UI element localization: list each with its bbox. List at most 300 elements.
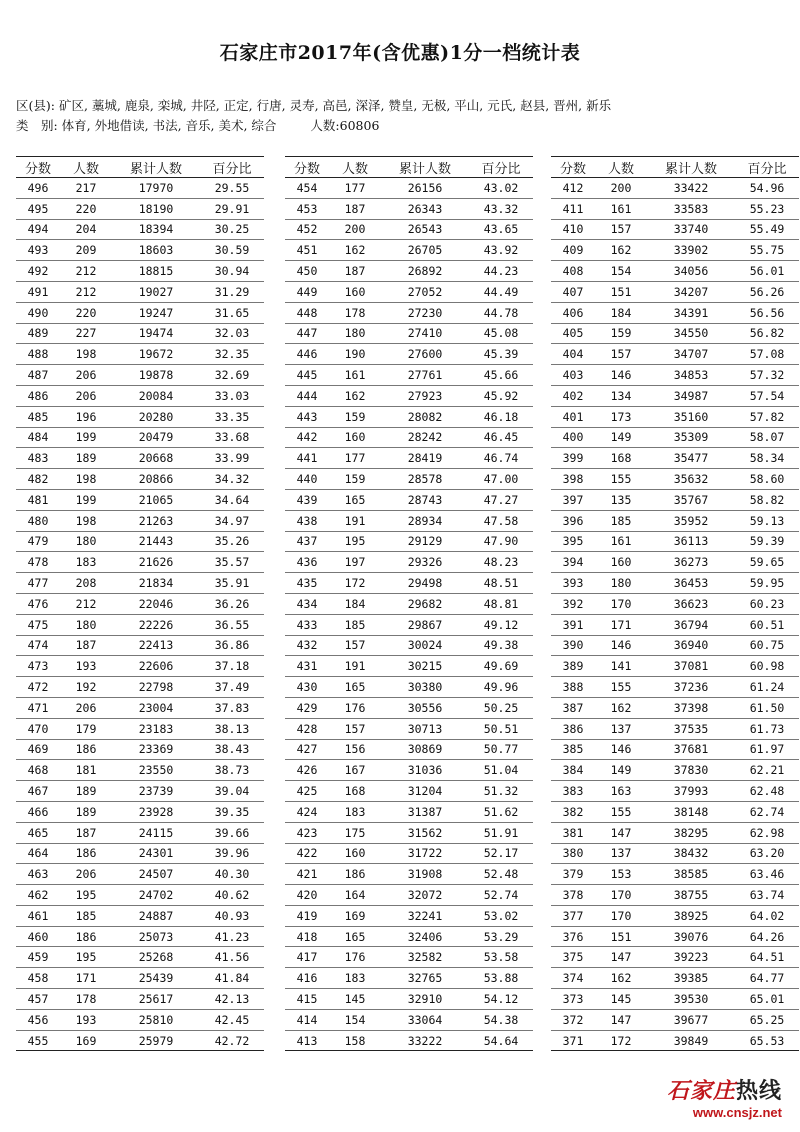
cell-score: 393 bbox=[551, 573, 595, 594]
cell-cumulative: 39530 bbox=[647, 989, 735, 1010]
cell-cumulative: 26343 bbox=[381, 198, 469, 219]
cell-percent: 55.49 bbox=[735, 219, 799, 240]
cell-count: 183 bbox=[329, 968, 381, 989]
cell-count: 184 bbox=[329, 593, 381, 614]
cell-count: 198 bbox=[60, 344, 112, 365]
cell-score: 468 bbox=[16, 760, 60, 781]
cell-count: 186 bbox=[60, 739, 112, 760]
cell-percent: 64.51 bbox=[735, 947, 799, 968]
table-row bbox=[16, 406, 264, 427]
cell-percent: 57.54 bbox=[735, 385, 799, 406]
cell-count: 161 bbox=[329, 365, 381, 386]
cell-cumulative: 36273 bbox=[647, 552, 735, 573]
cell-percent: 64.26 bbox=[735, 926, 799, 947]
cell-percent: 41.84 bbox=[200, 968, 264, 989]
cell-percent: 37.49 bbox=[200, 677, 264, 698]
cell-percent: 54.96 bbox=[735, 178, 799, 199]
cell-count: 167 bbox=[329, 760, 381, 781]
cell-percent: 61.97 bbox=[735, 739, 799, 760]
cell-cumulative: 32072 bbox=[381, 885, 469, 906]
cell-percent: 34.32 bbox=[200, 469, 264, 490]
cell-percent: 47.27 bbox=[469, 489, 533, 510]
cell-count: 146 bbox=[595, 635, 647, 656]
cell-percent: 59.65 bbox=[735, 552, 799, 573]
table-row bbox=[16, 510, 264, 531]
cell-score: 469 bbox=[16, 739, 60, 760]
cell-cumulative: 33740 bbox=[647, 219, 735, 240]
cell-cumulative: 30869 bbox=[381, 739, 469, 760]
cell-score: 417 bbox=[285, 947, 329, 968]
cell-score: 400 bbox=[551, 427, 595, 448]
cell-cumulative: 34056 bbox=[647, 261, 735, 282]
page-title: 石家庄市2017年(含优惠)1分一档统计表 bbox=[219, 42, 581, 64]
table-row bbox=[551, 677, 799, 698]
cell-percent: 44.23 bbox=[469, 261, 533, 282]
cell-percent: 65.01 bbox=[735, 989, 799, 1010]
cell-score: 412 bbox=[551, 178, 595, 199]
cell-percent: 39.35 bbox=[200, 801, 264, 822]
table-row bbox=[551, 552, 799, 573]
cell-cumulative: 38585 bbox=[647, 864, 735, 885]
cell-percent: 60.51 bbox=[735, 614, 799, 635]
cell-cumulative: 36113 bbox=[647, 531, 735, 552]
cell-score: 381 bbox=[551, 822, 595, 843]
cell-cumulative: 19672 bbox=[112, 344, 200, 365]
cell-percent: 31.29 bbox=[200, 281, 264, 302]
cell-count: 199 bbox=[60, 489, 112, 510]
cell-cumulative: 27761 bbox=[381, 365, 469, 386]
cell-count: 147 bbox=[595, 947, 647, 968]
cell-cumulative: 38755 bbox=[647, 885, 735, 906]
cell-cumulative: 31908 bbox=[381, 864, 469, 885]
cell-percent: 53.58 bbox=[469, 947, 533, 968]
cell-count: 217 bbox=[60, 178, 112, 199]
cell-score: 445 bbox=[285, 365, 329, 386]
cell-cumulative: 34391 bbox=[647, 302, 735, 323]
cell-count: 181 bbox=[60, 760, 112, 781]
table-row bbox=[551, 240, 799, 261]
header-percent: 百分比 bbox=[200, 157, 264, 178]
header-percent: 百分比 bbox=[469, 157, 533, 178]
table-row bbox=[551, 448, 799, 469]
cell-cumulative: 31036 bbox=[381, 760, 469, 781]
table-row bbox=[16, 781, 264, 802]
cell-cumulative: 25810 bbox=[112, 1009, 200, 1030]
cell-score: 470 bbox=[16, 718, 60, 739]
cell-score: 382 bbox=[551, 801, 595, 822]
table-row bbox=[16, 552, 264, 573]
cell-score: 378 bbox=[551, 885, 595, 906]
watermark-url: www.cnsjz.net bbox=[692, 1105, 782, 1120]
cell-cumulative: 24115 bbox=[112, 822, 200, 843]
table-row bbox=[16, 801, 264, 822]
cell-score: 387 bbox=[551, 697, 595, 718]
cell-score: 407 bbox=[551, 281, 595, 302]
table-row bbox=[16, 219, 264, 240]
districts-line: 区(县): 矿区, 藁城, 鹿泉, 栾城, 井陉, 正定, 行唐, 灵寿, 高邑, 深泽, 赞皇, 无极, 平山, 元氏, 赵县, 晋州, 新乐 bbox=[16, 98, 612, 113]
cell-cumulative: 18190 bbox=[112, 198, 200, 219]
cell-score: 473 bbox=[16, 656, 60, 677]
cell-cumulative: 33422 bbox=[647, 178, 735, 199]
cell-cumulative: 32582 bbox=[381, 947, 469, 968]
cell-count: 141 bbox=[595, 656, 647, 677]
table-row bbox=[551, 781, 799, 802]
header-cumulative: 累计人数 bbox=[381, 157, 469, 178]
cell-cumulative: 24702 bbox=[112, 885, 200, 906]
cell-percent: 37.83 bbox=[200, 697, 264, 718]
cell-count: 195 bbox=[60, 885, 112, 906]
cell-cumulative: 22226 bbox=[112, 614, 200, 635]
cell-cumulative: 19878 bbox=[112, 365, 200, 386]
cell-score: 453 bbox=[285, 198, 329, 219]
cell-count: 187 bbox=[60, 822, 112, 843]
cell-cumulative: 38295 bbox=[647, 822, 735, 843]
cell-percent: 48.23 bbox=[469, 552, 533, 573]
cell-percent: 56.56 bbox=[735, 302, 799, 323]
score-table-col-1 bbox=[16, 156, 264, 1051]
cell-score: 480 bbox=[16, 510, 60, 531]
header-score: 分数 bbox=[285, 157, 329, 178]
cell-percent: 33.68 bbox=[200, 427, 264, 448]
cell-cumulative: 26156 bbox=[381, 178, 469, 199]
cell-score: 486 bbox=[16, 385, 60, 406]
cell-score: 424 bbox=[285, 801, 329, 822]
cell-score: 375 bbox=[551, 947, 595, 968]
cell-percent: 34.97 bbox=[200, 510, 264, 531]
cell-percent: 63.74 bbox=[735, 885, 799, 906]
table-row bbox=[551, 614, 799, 635]
table-row bbox=[285, 864, 533, 885]
cell-count: 192 bbox=[60, 677, 112, 698]
cell-score: 439 bbox=[285, 489, 329, 510]
cell-percent: 42.45 bbox=[200, 1009, 264, 1030]
cell-score: 385 bbox=[551, 739, 595, 760]
cell-cumulative: 21263 bbox=[112, 510, 200, 531]
cell-percent: 44.78 bbox=[469, 302, 533, 323]
cell-count: 137 bbox=[595, 843, 647, 864]
cell-percent: 62.98 bbox=[735, 822, 799, 843]
cell-count: 189 bbox=[60, 801, 112, 822]
cell-score: 379 bbox=[551, 864, 595, 885]
table-row bbox=[285, 801, 533, 822]
cell-cumulative: 34987 bbox=[647, 385, 735, 406]
table-row bbox=[16, 531, 264, 552]
cell-cumulative: 19247 bbox=[112, 302, 200, 323]
cell-percent: 64.77 bbox=[735, 968, 799, 989]
cell-score: 432 bbox=[285, 635, 329, 656]
cell-percent: 49.38 bbox=[469, 635, 533, 656]
cell-score: 459 bbox=[16, 947, 60, 968]
table-row bbox=[16, 385, 264, 406]
cell-cumulative: 25268 bbox=[112, 947, 200, 968]
cell-score: 384 bbox=[551, 760, 595, 781]
cell-count: 154 bbox=[595, 261, 647, 282]
cell-percent: 43.02 bbox=[469, 178, 533, 199]
table-row bbox=[16, 1009, 264, 1030]
cell-count: 212 bbox=[60, 261, 112, 282]
cell-cumulative: 22798 bbox=[112, 677, 200, 698]
cell-score: 481 bbox=[16, 489, 60, 510]
category-text: 类 别: 体育, 外地借读, 书法, 音乐, 美术, 综合 bbox=[16, 118, 277, 133]
cell-percent: 50.25 bbox=[469, 697, 533, 718]
cell-count: 180 bbox=[595, 573, 647, 594]
cell-cumulative: 22413 bbox=[112, 635, 200, 656]
cell-cumulative: 28242 bbox=[381, 427, 469, 448]
cell-cumulative: 23550 bbox=[112, 760, 200, 781]
cell-cumulative: 35160 bbox=[647, 406, 735, 427]
cell-cumulative: 27923 bbox=[381, 385, 469, 406]
cell-percent: 61.73 bbox=[735, 718, 799, 739]
cell-percent: 52.17 bbox=[469, 843, 533, 864]
cell-score: 372 bbox=[551, 1009, 595, 1030]
cell-cumulative: 17970 bbox=[112, 178, 200, 199]
cell-percent: 51.32 bbox=[469, 781, 533, 802]
cell-percent: 42.72 bbox=[200, 1030, 264, 1051]
cell-cumulative: 35767 bbox=[647, 489, 735, 510]
cell-count: 155 bbox=[595, 677, 647, 698]
cell-percent: 33.99 bbox=[200, 448, 264, 469]
table-row bbox=[285, 385, 533, 406]
table-row bbox=[16, 1030, 264, 1051]
table-row bbox=[16, 469, 264, 490]
cell-percent: 31.65 bbox=[200, 302, 264, 323]
cell-cumulative: 32406 bbox=[381, 926, 469, 947]
cell-cumulative: 36794 bbox=[647, 614, 735, 635]
cell-score: 482 bbox=[16, 469, 60, 490]
table-row bbox=[16, 760, 264, 781]
cell-count: 191 bbox=[329, 656, 381, 677]
cell-score: 386 bbox=[551, 718, 595, 739]
cell-score: 490 bbox=[16, 302, 60, 323]
cell-score: 455 bbox=[16, 1030, 60, 1051]
cell-percent: 56.01 bbox=[735, 261, 799, 282]
cell-score: 402 bbox=[551, 385, 595, 406]
cell-percent: 37.18 bbox=[200, 656, 264, 677]
table-row bbox=[551, 885, 799, 906]
table-row bbox=[551, 593, 799, 614]
cell-score: 483 bbox=[16, 448, 60, 469]
cell-percent: 30.94 bbox=[200, 261, 264, 282]
cell-percent: 32.35 bbox=[200, 344, 264, 365]
cell-cumulative: 22606 bbox=[112, 656, 200, 677]
cell-percent: 60.75 bbox=[735, 635, 799, 656]
table-row bbox=[285, 281, 533, 302]
cell-score: 409 bbox=[551, 240, 595, 261]
cell-score: 488 bbox=[16, 344, 60, 365]
cell-count: 185 bbox=[60, 905, 112, 926]
table-row bbox=[551, 406, 799, 427]
cell-count: 162 bbox=[595, 240, 647, 261]
cell-count: 185 bbox=[329, 614, 381, 635]
cell-count: 198 bbox=[60, 469, 112, 490]
cell-count: 165 bbox=[329, 489, 381, 510]
cell-score: 454 bbox=[285, 178, 329, 199]
cell-score: 413 bbox=[285, 1030, 329, 1051]
cell-percent: 35.26 bbox=[200, 531, 264, 552]
cell-percent: 58.82 bbox=[735, 489, 799, 510]
cell-count: 162 bbox=[595, 968, 647, 989]
cell-score: 377 bbox=[551, 905, 595, 926]
cell-percent: 44.49 bbox=[469, 281, 533, 302]
table-row bbox=[551, 219, 799, 240]
table-row bbox=[16, 198, 264, 219]
cell-score: 443 bbox=[285, 406, 329, 427]
watermark-logo bbox=[667, 1074, 782, 1120]
cell-percent: 47.00 bbox=[469, 469, 533, 490]
header-cumulative: 累计人数 bbox=[647, 157, 735, 178]
cell-score: 460 bbox=[16, 926, 60, 947]
cell-cumulative: 39076 bbox=[647, 926, 735, 947]
header-count: 人数 bbox=[60, 157, 112, 178]
cell-cumulative: 39677 bbox=[647, 1009, 735, 1030]
cell-percent: 57.82 bbox=[735, 406, 799, 427]
cell-percent: 56.82 bbox=[735, 323, 799, 344]
cell-score: 457 bbox=[16, 989, 60, 1010]
cell-score: 441 bbox=[285, 448, 329, 469]
cell-cumulative: 25617 bbox=[112, 989, 200, 1010]
cell-score: 494 bbox=[16, 219, 60, 240]
cell-percent: 35.57 bbox=[200, 552, 264, 573]
cell-score: 427 bbox=[285, 739, 329, 760]
cell-percent: 45.08 bbox=[469, 323, 533, 344]
table-row bbox=[551, 510, 799, 531]
cell-percent: 60.98 bbox=[735, 656, 799, 677]
cell-count: 155 bbox=[595, 469, 647, 490]
table-row bbox=[16, 344, 264, 365]
table-row bbox=[16, 178, 264, 199]
table-row bbox=[285, 677, 533, 698]
cell-score: 416 bbox=[285, 968, 329, 989]
cell-count: 186 bbox=[329, 864, 381, 885]
cell-count: 187 bbox=[329, 261, 381, 282]
table-row bbox=[551, 261, 799, 282]
cell-score: 433 bbox=[285, 614, 329, 635]
header-cumulative: 累计人数 bbox=[112, 157, 200, 178]
table-row bbox=[551, 697, 799, 718]
cell-score: 491 bbox=[16, 281, 60, 302]
table-row bbox=[16, 905, 264, 926]
cell-count: 200 bbox=[595, 178, 647, 199]
cell-percent: 61.24 bbox=[735, 677, 799, 698]
cell-count: 204 bbox=[60, 219, 112, 240]
cell-percent: 33.35 bbox=[200, 406, 264, 427]
cell-score: 403 bbox=[551, 365, 595, 386]
table-row bbox=[16, 365, 264, 386]
cell-percent: 39.66 bbox=[200, 822, 264, 843]
table-row bbox=[285, 573, 533, 594]
table-row bbox=[285, 240, 533, 261]
cell-score: 373 bbox=[551, 989, 595, 1010]
table-row bbox=[285, 427, 533, 448]
header-percent: 百分比 bbox=[735, 157, 799, 178]
cell-count: 157 bbox=[329, 635, 381, 656]
table-row bbox=[285, 885, 533, 906]
cell-score: 489 bbox=[16, 323, 60, 344]
table-row bbox=[16, 822, 264, 843]
cell-score: 478 bbox=[16, 552, 60, 573]
cell-score: 461 bbox=[16, 905, 60, 926]
table-row bbox=[16, 302, 264, 323]
cell-score: 383 bbox=[551, 781, 595, 802]
cell-cumulative: 29867 bbox=[381, 614, 469, 635]
cell-percent: 39.04 bbox=[200, 781, 264, 802]
cell-percent: 41.56 bbox=[200, 947, 264, 968]
cell-count: 178 bbox=[329, 302, 381, 323]
table-row bbox=[551, 469, 799, 490]
table-row bbox=[285, 365, 533, 386]
cell-count: 149 bbox=[595, 427, 647, 448]
table-header-row bbox=[551, 157, 799, 178]
cell-cumulative: 27230 bbox=[381, 302, 469, 323]
cell-count: 197 bbox=[329, 552, 381, 573]
table-row bbox=[285, 178, 533, 199]
table-row bbox=[285, 656, 533, 677]
table-row bbox=[285, 968, 533, 989]
cell-count: 206 bbox=[60, 385, 112, 406]
cell-cumulative: 38925 bbox=[647, 905, 735, 926]
table-row bbox=[551, 801, 799, 822]
cell-score: 452 bbox=[285, 219, 329, 240]
table-row bbox=[551, 489, 799, 510]
cell-count: 151 bbox=[595, 926, 647, 947]
table-row bbox=[16, 718, 264, 739]
cell-score: 428 bbox=[285, 718, 329, 739]
cell-cumulative: 21626 bbox=[112, 552, 200, 573]
cell-cumulative: 32241 bbox=[381, 905, 469, 926]
cell-score: 415 bbox=[285, 989, 329, 1010]
table-row bbox=[551, 822, 799, 843]
cell-score: 440 bbox=[285, 469, 329, 490]
cell-percent: 41.23 bbox=[200, 926, 264, 947]
cell-percent: 45.39 bbox=[469, 344, 533, 365]
cell-cumulative: 24507 bbox=[112, 864, 200, 885]
table-row bbox=[16, 448, 264, 469]
cell-count: 189 bbox=[60, 448, 112, 469]
cell-percent: 62.48 bbox=[735, 781, 799, 802]
cell-count: 146 bbox=[595, 365, 647, 386]
table-row bbox=[551, 365, 799, 386]
cell-cumulative: 35309 bbox=[647, 427, 735, 448]
cell-cumulative: 31387 bbox=[381, 801, 469, 822]
table-row bbox=[285, 344, 533, 365]
cell-cumulative: 25979 bbox=[112, 1030, 200, 1051]
table-row bbox=[285, 989, 533, 1010]
cell-score: 408 bbox=[551, 261, 595, 282]
cell-score: 449 bbox=[285, 281, 329, 302]
cell-percent: 51.91 bbox=[469, 822, 533, 843]
cell-cumulative: 36940 bbox=[647, 635, 735, 656]
cell-cumulative: 28082 bbox=[381, 406, 469, 427]
cell-count: 173 bbox=[595, 406, 647, 427]
table-row bbox=[16, 614, 264, 635]
cell-score: 405 bbox=[551, 323, 595, 344]
cell-count: 184 bbox=[595, 302, 647, 323]
table-row bbox=[16, 885, 264, 906]
cell-count: 137 bbox=[595, 718, 647, 739]
cell-score: 435 bbox=[285, 573, 329, 594]
cell-count: 168 bbox=[595, 448, 647, 469]
table-row bbox=[285, 552, 533, 573]
cell-percent: 50.51 bbox=[469, 718, 533, 739]
cell-score: 414 bbox=[285, 1009, 329, 1030]
table-row bbox=[551, 864, 799, 885]
cell-score: 474 bbox=[16, 635, 60, 656]
cell-score: 426 bbox=[285, 760, 329, 781]
cell-cumulative: 21834 bbox=[112, 573, 200, 594]
cell-percent: 65.53 bbox=[735, 1030, 799, 1051]
cell-percent: 57.32 bbox=[735, 365, 799, 386]
cell-score: 447 bbox=[285, 323, 329, 344]
